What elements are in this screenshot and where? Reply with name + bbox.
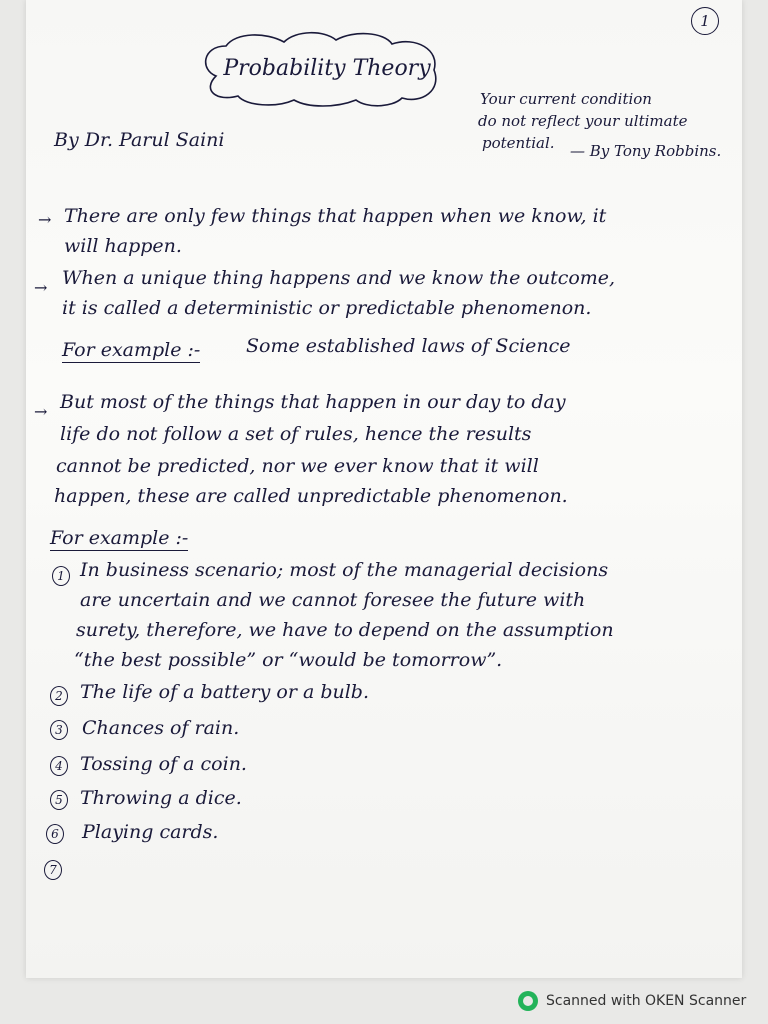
paragraph-2-line-2: it is called a deterministic or predictable phenomenon. bbox=[62, 297, 592, 319]
example-1-label: For example :- bbox=[62, 339, 201, 361]
paragraph-1-line-1: There are only few things that happen when we know, it bbox=[64, 205, 607, 227]
quote-attribution: — By Tony Robbins. bbox=[570, 142, 722, 160]
bullet-arrow-icon: → bbox=[34, 278, 48, 297]
list-item-4: Tossing of a coin. bbox=[80, 753, 247, 775]
quote-line-2: do not reflect your ultimate bbox=[478, 112, 688, 130]
author-line: By Dr. Parul Saini bbox=[54, 129, 225, 151]
list-item-1-line-1: In business scenario; most of the managerial decisions bbox=[80, 559, 609, 581]
list-item-1-line-2: are uncertain and we cannot foresee the future with bbox=[80, 589, 586, 611]
list-number-7: 7 bbox=[44, 860, 62, 880]
paragraph-3-line-3: cannot be predicted, nor we ever know that it will bbox=[56, 455, 539, 477]
paragraph-3-line-2: life do not follow a set of rules, hence the results bbox=[60, 423, 532, 445]
list-number-2: 2 bbox=[50, 686, 68, 706]
bullet-arrow-icon: → bbox=[34, 402, 48, 421]
list-item-1-line-4: “the best possible” or “would be tomorrow”. bbox=[74, 649, 503, 671]
page-number: 1 bbox=[691, 7, 719, 35]
list-number-3: 3 bbox=[50, 720, 68, 740]
scanner-logo-icon bbox=[518, 991, 538, 1011]
paragraph-2-line-1: When a unique thing happens and we know the outcome, bbox=[62, 267, 616, 289]
page-title: Probability Theory bbox=[223, 56, 431, 81]
scanner-watermark bbox=[518, 990, 746, 1012]
scanner-watermark-text: Scanned with OKEN Scanner bbox=[546, 993, 747, 1009]
paragraph-3-line-4: happen, these are called unpredictable phenomenon. bbox=[54, 485, 568, 507]
quote-line-1: Your current condition bbox=[480, 90, 652, 108]
example-2-label: For example :- bbox=[50, 527, 189, 549]
bullet-arrow-icon: → bbox=[38, 210, 52, 229]
list-item-2: The life of a battery or a bulb. bbox=[80, 681, 370, 703]
list-number-6: 6 bbox=[46, 824, 64, 844]
list-number-1: 1 bbox=[52, 566, 70, 586]
list-item-3: Chances of rain. bbox=[82, 717, 240, 739]
list-number-5: 5 bbox=[50, 790, 68, 810]
quote-line-3: potential. bbox=[482, 134, 555, 152]
list-item-5: Throwing a dice. bbox=[80, 787, 242, 809]
list-number-4: 4 bbox=[50, 756, 68, 776]
paragraph-3-line-1: But most of the things that happen in our day to day bbox=[60, 391, 566, 413]
example-1-text: Some established laws of Science bbox=[246, 335, 571, 357]
paragraph-1-line-2: will happen. bbox=[64, 235, 182, 257]
list-item-1-line-3: surety, therefore, we have to depend on the assumption bbox=[76, 619, 614, 641]
list-item-6: Playing cards. bbox=[82, 821, 219, 843]
